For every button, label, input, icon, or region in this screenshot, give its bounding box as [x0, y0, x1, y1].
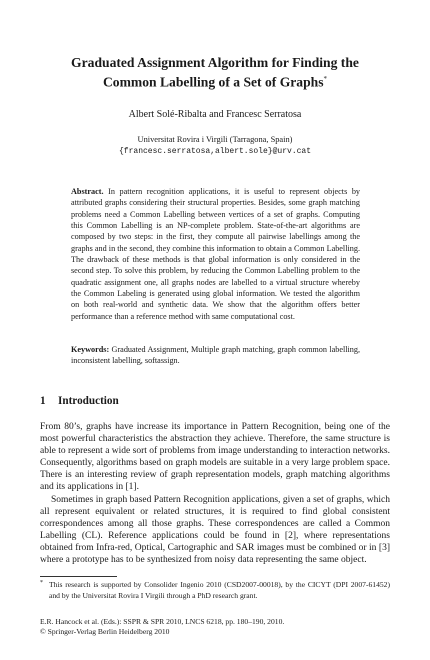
section-body — [40, 421, 390, 566]
citation-line: E.R. Hancock et al. (Eds.): SSPR & SPR 2010, LNCS 6218, pp. 180–190, 2010. — [40, 617, 285, 626]
title-footnote-mark: * — [323, 75, 328, 83]
keywords-label: Keywords: — [71, 345, 110, 354]
abstract-label: Abstract. — [71, 187, 104, 196]
paragraph: Sometimes in graph based Pattern Recognition applications, given a set of graphs, which all represent equivalent or related structures, it is required to find global consistent correspondences among all those graphs. These correspondences are called a Common Labelling (CL). Reference applications could be found in [2], where representations obtained from Infra-red, Optical, Cartographic and SAR images must be combined or in [3] where a prototype has to be synthesized from noisy data representing the same object. — [40, 494, 390, 566]
title-line-2: Common Labelling of a Set of Graphs — [102, 74, 324, 90]
paper-title — [40, 54, 390, 91]
author-emails: {francesc.serratosa,albert.sole}@urv.cat — [118, 147, 312, 156]
footnote-mark: * — [40, 580, 43, 586]
footnote-text: This research is supported by Consolider Ingenio 2010 (CSD2007-00018), by the CICYT (DPI 2007-61452) and by the Universitat Rovira I Virgili through a PhD research grant. — [49, 580, 390, 600]
copyright-line: © Springer-Verlag Berlin Heidelberg 2010 — [40, 627, 170, 637]
citation-block — [40, 617, 390, 638]
footnote — [40, 580, 390, 601]
title-line-1: Graduated Assignment Algorithm for Finding the — [71, 55, 359, 70]
section-title: Introduction — [58, 395, 119, 407]
affiliation-block — [40, 134, 390, 158]
abstract-text: In pattern recognition applications, it is useful to represent objects by attributed graphs considering their structural properties. Besides, some graph matching problems need a Common Labelling between vertices of a set of graphs. Computing this Common Labelling is an NP-complete problem. State-of-the-art algorithms are composed by two steps: in the first, they compute all pairwise labellings among the graphs and in the second, they combine this information to obtain a Common Labelling. The drawback of these methods is that global information is only considered in the second step. To solve this problem, by reducing the Common Labelling problem to the quadratic assignment one, all graphs nodes are labelled to a virtual structure whereby the Common Labeling is generated using global information. We tested the algorithm on both real-world and synthetic data. We show that the algorithm offers better performance than a reference method with same computational cost. — [71, 187, 361, 321]
keywords — [71, 344, 360, 367]
paragraph: From 80’s, graphs have increase its importance in Pattern Recognition, being one of the most powerful characteristics the abstraction they achieve. Therefore, the same structure is able to represent a wide sort of problems from image understanding to interaction networks. Consequently, algorithms based on graph models are suitable in a very large problem space. There is an interesting review of graph representation models, graph matching algorithms and its applications in [1]. — [40, 422, 390, 493]
section-number: 1 — [40, 395, 46, 407]
affiliation: Universitat Rovira i Virgili (Tarragona, Spain) — [137, 135, 293, 144]
section-heading — [40, 395, 119, 407]
authors: Albert Solé-Ribalta and Francesc Serratosa — [128, 109, 302, 120]
footnote-divider — [40, 576, 117, 577]
abstract — [71, 186, 360, 322]
keywords-text: Graduated Assignment, Multiple graph matching, graph common labelling, inconsistent labelling, softassign. — [71, 345, 361, 366]
